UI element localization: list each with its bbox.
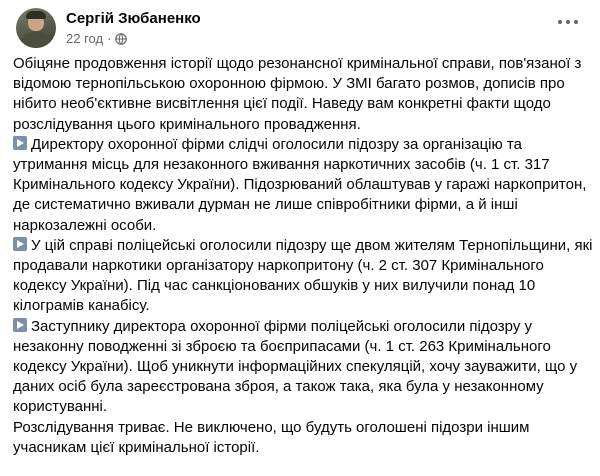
play-arrow-icon <box>13 136 27 150</box>
post-paragraph <box>13 236 593 317</box>
post-paragraph <box>13 418 593 458</box>
globe-icon[interactable] <box>115 33 127 45</box>
post-meta <box>66 9 201 47</box>
post-body <box>13 54 593 458</box>
post-paragraph <box>13 317 593 418</box>
more-options-button[interactable] <box>550 12 586 32</box>
post-header <box>16 8 201 48</box>
post-paragraph-text: Заступнику директора охоронної фірми поліцейські оголосили підозру у незаконну поводженні зі зброєю та боєприпасами (ч. 1 ст. 263 Кримінального кодексу України). Щоб уникнути інформаційних спекуляцій, хочу зауважити, що у даних осіб була зареєстрована зброя, а також така, яка була у незаконному користуванні. <box>13 317 578 416</box>
more-options-icon <box>558 20 562 24</box>
post-paragraph-text: Директору охоронної фірми слідчі оголосили підозру за організацію та утримання місць для незаконного вживання наркотичних засобів (ч. 1 ст. 317 Кримінального кодексу України). Підозрюваний облаштував у гаражі наркопритон, де систематично вживали дурман не лише співробітники фірми, а й інші наркозалежні особи. <box>13 135 587 234</box>
avatar[interactable] <box>16 8 56 48</box>
author-name[interactable]: Сергій Зюбаненко <box>66 10 201 27</box>
play-arrow-icon <box>13 318 27 332</box>
play-arrow-icon <box>13 237 27 251</box>
post-paragraph-text: Обіцяне продовження історії щодо резонансної кримінальної справи, пов'язаної з відомою тернопільською охоронною фірмою. У ЗМІ багато розмов, дописів про нібито необ'єктивне висвітлення цієї події. Наведу вам конкретні факти щодо розслідування цього кримінального провадження. <box>13 55 582 133</box>
post-paragraph-text: Розслідування триває. Не виключено, що будуть оголошені підозри іншим учасникам цієї кримінальної історії. <box>13 418 530 456</box>
more-options-dot <box>566 20 570 24</box>
post-timestamp[interactable]: 22 год <box>66 31 104 46</box>
post-paragraph <box>13 54 593 135</box>
post-subline <box>66 30 201 47</box>
avatar-cap-shape <box>26 11 46 19</box>
post-paragraph <box>13 135 593 236</box>
more-options-dot <box>574 20 578 24</box>
post-paragraph-text: У цій справі поліцейські оголосили підозру ще двом жителям Тернопільщини, які продавали наркотики організатору наркопритону (ч. 2 ст. 307 Кримінального кодексу України). Під час санкціонованих обшуків у них вилучили понад 10 кілограмів канабісу. <box>13 236 593 315</box>
avatar-body-shape <box>20 32 52 48</box>
separator-dot: · <box>107 31 112 46</box>
